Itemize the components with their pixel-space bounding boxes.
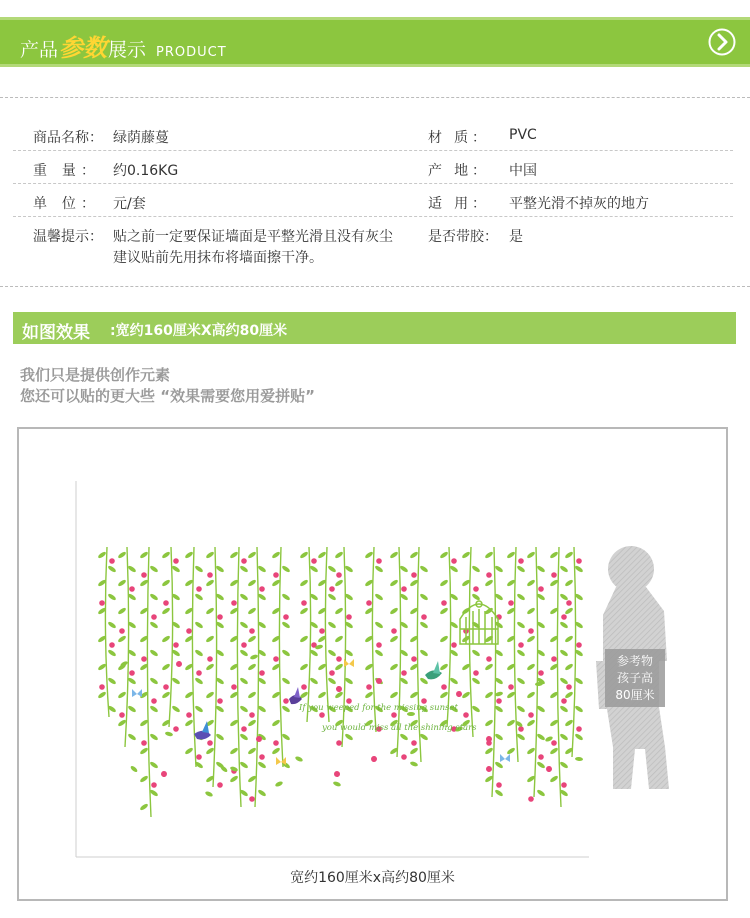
spec-row bbox=[33, 184, 733, 217]
spec-value: 平整光滑不掉灰的地方 bbox=[509, 196, 649, 212]
spec-value: 是 bbox=[509, 229, 523, 245]
vine-strand bbox=[334, 547, 354, 747]
vine-strand bbox=[564, 547, 584, 757]
leaf-decoration bbox=[250, 654, 259, 660]
petal-decoration bbox=[333, 770, 341, 778]
spec-value: 约0.16KG bbox=[113, 163, 179, 179]
decal-text-line: If you weeped for the missing sunset bbox=[299, 703, 458, 713]
vine-strand bbox=[117, 547, 137, 747]
spec-value: PVC bbox=[509, 127, 537, 143]
leaf-decoration bbox=[275, 780, 284, 787]
leaf-decoration bbox=[410, 761, 419, 767]
vines-group bbox=[97, 547, 584, 817]
petal-decoration bbox=[486, 766, 493, 773]
header-banner bbox=[0, 17, 750, 67]
spec-label: 重 量： bbox=[33, 163, 95, 179]
vine-strand bbox=[549, 547, 569, 807]
spec-value: 贴之前一定要保证墙面是平整光滑且没有灰尘 bbox=[113, 229, 393, 245]
illustration-frame bbox=[17, 427, 728, 901]
butterfly-icon bbox=[132, 689, 142, 697]
vine-decal-illustration bbox=[19, 429, 726, 899]
butterfly-icon bbox=[500, 754, 510, 762]
butterfly-icon bbox=[276, 757, 286, 765]
leaf-decoration bbox=[575, 757, 583, 762]
bird-icon bbox=[289, 687, 302, 704]
leaf-decoration bbox=[333, 781, 342, 788]
spec-table bbox=[33, 118, 733, 273]
leaf-decoration bbox=[130, 765, 139, 773]
separator bbox=[0, 286, 750, 287]
leaf-decoration bbox=[165, 731, 174, 737]
vine-strand bbox=[299, 547, 319, 722]
petal-decoration bbox=[160, 770, 168, 778]
banner-title-en: PRODUCT bbox=[156, 45, 227, 60]
vine-strand bbox=[205, 547, 225, 788]
decal-text-line: you would miss all the shining stars bbox=[322, 723, 477, 733]
leaf-decoration bbox=[295, 755, 304, 762]
birdcage-icon bbox=[460, 601, 498, 644]
spec-row bbox=[33, 151, 733, 184]
vine-strand bbox=[247, 547, 267, 807]
spec-value: 元/套 bbox=[113, 196, 146, 212]
spec-value: 绿荫藤蔓 bbox=[113, 130, 169, 146]
banner-title-highlight: 参数 bbox=[59, 34, 108, 62]
spec-label: 是否带胶： bbox=[428, 229, 498, 245]
petal-decoration bbox=[176, 661, 183, 668]
leaf-decoration bbox=[205, 790, 214, 797]
bird-icon bbox=[425, 661, 442, 679]
vine-strand bbox=[139, 547, 159, 817]
spec-label: 单 位： bbox=[33, 196, 95, 212]
petal-decoration bbox=[545, 765, 553, 773]
reference-label: 孩子高 bbox=[616, 671, 654, 685]
reference-label: 参考物 bbox=[616, 654, 654, 668]
note-line: 您还可以贴的更大些 “效果需要您用爱拼贴” bbox=[20, 387, 315, 405]
vine-strand bbox=[461, 547, 481, 737]
banner-title-part1: 产品 bbox=[20, 39, 59, 61]
petal-decoration bbox=[486, 736, 493, 743]
vine-strand bbox=[161, 547, 181, 732]
child-silhouette bbox=[596, 546, 669, 789]
spec-row bbox=[33, 217, 733, 273]
vine-strand bbox=[97, 547, 117, 717]
vine-strand bbox=[317, 547, 337, 722]
petal-decoration bbox=[371, 756, 378, 763]
note-line: 我们只是提供创作元素 bbox=[20, 366, 171, 384]
banner-title bbox=[20, 28, 227, 63]
banner-title-part2: 展示 bbox=[108, 39, 147, 61]
chevron-right-circle-icon bbox=[708, 28, 736, 56]
spec-value: 中国 bbox=[509, 163, 537, 179]
vine-strand bbox=[271, 547, 291, 769]
spec-label: 温馨提示： bbox=[33, 229, 103, 245]
spec-label: 商品名称： bbox=[33, 130, 103, 146]
reference-label: 80厘米 bbox=[615, 688, 655, 702]
petal-decoration bbox=[455, 690, 463, 698]
section-title: 如图效果 bbox=[22, 323, 90, 343]
spec-label: 材 质： bbox=[428, 130, 486, 146]
spec-row bbox=[33, 118, 733, 151]
spec-value: 建议贴前先用抹布将墙面擦干净。 bbox=[113, 250, 323, 266]
illustration-caption: 宽约160厘米x高约80厘米 bbox=[290, 870, 455, 886]
spec-label: 适 用： bbox=[428, 196, 486, 212]
petal-decoration bbox=[335, 685, 343, 693]
vine-strand bbox=[526, 547, 546, 802]
separator bbox=[0, 97, 750, 98]
section-subtitle: :宽约160厘米X高约80厘米 bbox=[110, 323, 288, 339]
section-header bbox=[13, 312, 736, 344]
spec-label: 产 地： bbox=[428, 163, 486, 179]
vine-strand bbox=[506, 547, 526, 762]
